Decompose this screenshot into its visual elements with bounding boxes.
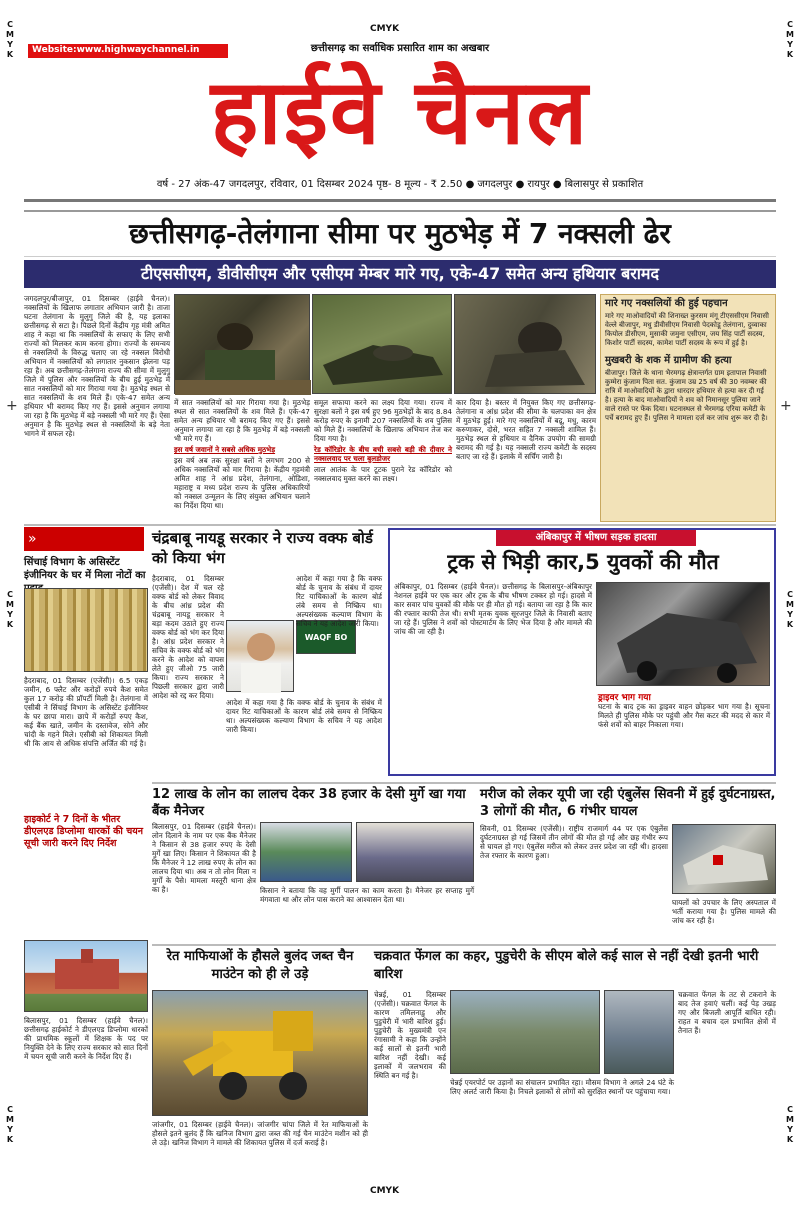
encounter-photo-3 (454, 294, 596, 394)
section-divider-3 (152, 944, 776, 946)
naidu-text-1: हैदराबाद, 01 दिसम्बर (एजेंसी)। देश में चल रहे वक्फ बोर्ड को लेकर विवाद के बीच आंध्र प्रदेश की चंद्रबाबू नायडू सरकार ने बड़ा कदम उठाते हुए राज्य वक्फ बोर्ड को भंग कर दिया है। आंध्र प्रदेश सरकार ने सचिव के वक्फ बोर्ड को भंग करने के आदेश को वापस लेते हुए जीओ 75 जारी किया। राज्य सरकार ने पिछली सरकार द्वारा जारी आदेश को रद्द कर दिया। (152, 574, 225, 700)
crop-mark-icon: + (6, 398, 18, 414)
masthead-title: हाईवे चैनल (210, 59, 590, 165)
bank-photo-2 (356, 822, 474, 882)
edition-line: वर्ष - 27 अंक-47 जगदलपुर, रविवार, 01 दिसम्बर 2024 पृष्ठ- 8 मूल्य - ₹ 2.50 ● जगदलपुर ● रायपुर ● बिलासपुर से प्रकाशित (156, 179, 644, 190)
lead-column-1: जगदलपुर/बीजापुर, 01 दिसम्बर (हाईवे चैनल)। नक्सलियों के खिलाफ लगातार अभियान जारी है। ताजा घटना तेलंगाना के मुलुगु जिले की है, यह इलाका छत्तीसगढ़ से सटा है। पिछले दिनों केंद्रीय गृह मंत्री अमित शाह ने कहा था कि नक्सलियों के सफाए के लिए सभी राज्यों को मिलकर काम करना होगा। राज्यों के समन्वय से नक्सलियों के विरुद्ध चलाए जा रहे नक्सल विरोधी अभियान में नक्सलियों को लगातार नुकसान झेलना पड़ रहा है। अब छत्तीसगढ़-तेलंगाना राज्य की सीमा में मुलुगु जिले में पुलिस और नक्सलियों के बीच हुई मुठभेड़ में सात नक्सलियों को मार गिराया गया है। मुठभेड़ स्थल से सात नक्सलियों के शव मिले हैं। एके-47 समेत अन्य हथियार भी बरामद किए गए हैं। इससे अनुमान लगाया जा रहा है कि मुठभेड़ में बड़े नक्सली भी मारे गए हैं। ऐसा अनुमान है कि मुठभेड़ स्थल से नक्सलियों के बड़े नेता भागने में सफल रहे। (24, 294, 170, 438)
naidu-text-2: आदेश में कहा गया है कि वक्फ बोर्ड के चुनाव के संबंध में दायर रिट याचिकाओं के कारण बोर्ड लंबे समय से निष्क्रिय था। अल्पसंख्यक कल्याण विभाग के सचिव ने यह आदेश जारी किया। (226, 698, 382, 734)
ambulance-photo (672, 824, 776, 894)
accident-caption: घटना के बाद ट्रक का ड्राइवर वाहन छोड़कर भाग गया है। सूचना मिलते ही पुलिस मौके पर पहुंची और गैस कटर की मदद से कार में फंसे शवों को बाहर निकाला गया। (598, 702, 770, 729)
tagline: छत्तीसगढ़ का सर्वाधिक प्रसारित शाम का अखबार (310, 43, 490, 54)
cash-photo (24, 588, 148, 672)
lead-column-4: कार दिया है। बस्तर में नियुक्त किए गए छत्तीसगढ़-तेलंगाना व आंध्र प्रदेश की सीमा के चलपाका वन क्षेत्र में मुठभेड़ हुई। मारे गए नक्सलियों में बद्रू, मधु, कारम करुणाकर, दोसे, भरत सहित 7 नक्सली शामिल हैं। मुठभेड़ स्थल से हथियार व दैनिक उपयोग की सामग्री बरामद की गई है। यह नक्सली राज्य कमेटी के सदस्य बताए जा रहे हैं। इलाके में सर्चिंग जारी है। (456, 398, 596, 461)
left-headline-1: सिंचाई विभाग के असिस्टेंट इंजीनियर के घर में मिला नोटों का (24, 557, 146, 581)
accident-text: अंबिकापुर, 01 दिसम्बर (हाईवे चैनल)। छत्तीसगढ़ के बिलासपुर-अंबिकापुर नेशनल हाईवे पर एक कार और ट्रक के बीच भीषण टक्कर हो गई। हादसे में कार सवार पांच युवकों की मौके पर ही मौत हो गई। बताया जा रहा है कि कार की रफ्तार काफी तेज थी। सभी मृतक युवक सूरजपुर जिले के निवासी बताए जा रहे हैं। पुलिस ने शवों को पोस्टमार्टम के लिए भेज दिया है और मामले की जांच की जा रही है। (394, 582, 593, 636)
left-headline-2: हाइकोर्ट ने 7 दिनों के भीतर डीएलएड डिप्लोमा धारकों की चयन सूची जारी करने दिए निर्देश (24, 814, 144, 849)
cmyk-mark-bottom: CMYK (370, 1186, 400, 1196)
bank-text: बिलासपुर, 01 दिसम्बर (हाईवे चैनल)। लोन दिलाने के नाम पर एक बैंक मैनेजर ने किसान से 38 हजार रुपए के देसी मुर्गे खा लिए। किसान ने शिकायत की है कि मैनेजर ने 12 लाख रुपए के लोन का लालच दिया था। अब न तो लोन मिला न मुर्गों के पैसे। मामला मस्तूरी थाना क्षेत्र का है। (152, 822, 256, 894)
cyclone-text-2: चेन्नई एयरपोर्ट पर उड़ानों का संचालन प्रभावित रहा। मौसम विभाग ने अगले 24 घंटे के लिए अलर्ट जारी किया है। निचले इलाकों से लोगों को सुरक्षित स्थानों पर पहुंचाया गया। (450, 1078, 674, 1096)
masthead-rule (24, 199, 776, 202)
accident-headline: ट्रक से भिड़ी कार,5 युवकों की मौत (447, 550, 719, 574)
lead-subheadline: टीएससीएम, डीवीसीएम और एसीएम मेम्बर मारे गए, एके-47 समेत अन्य हथियार बरामद (24, 260, 776, 288)
website-label: Website:www.highwaychannel.in (28, 44, 228, 58)
bank-headline: 12 लाख के लोन का लालच देकर 38 हजार के देसी मुर्गे खा गया बैंक मैनेजर (152, 787, 466, 819)
section-divider-2 (152, 782, 776, 784)
encounter-photo-1 (174, 294, 310, 394)
accident-tag: अंबिकापुर में भीषण सड़क हादसा (496, 530, 696, 546)
double-arrow-icon: » (28, 531, 37, 547)
cmyk-mark-top: CMYK (370, 24, 400, 34)
left-text-2: बिलासपुर, 01 दिसम्बर (हाईवे चैनल)। छत्तीसगढ़ हाईकोर्ट ने डीएलएड डिप्लोमा धारकों की प्राथमिक स्कूलों में शिक्षक के पद पर नियुक्ति देने के लिए राज्य सरकार को सात दिनों में चयन सूची जारी करने के निर्देश दिए हैं। (24, 1016, 148, 1061)
bank-photo-1 (260, 822, 352, 882)
accident-caption-title: ड्राइवर भाग गया (598, 693, 651, 703)
cyclone-headline: चक्रवात फेंगल का कहर, पुडुचेरी के सीएम बोले कई साल से नहीं देखी इतनी भारी बारिश (374, 949, 759, 982)
section-divider (24, 524, 776, 526)
accident-car-photo (596, 582, 770, 686)
naidu-text-3: आदेश में कहा गया है कि वक्फ बोर्ड के चुनाव के संबंध में दायर रिट याचिकाओं के कारण बोर्ड लंबे समय से निष्क्रिय था। अल्पसंख्यक कल्याण विभाग के सचिव ने यह आदेश जारी किया। (296, 574, 382, 628)
cyclone-text-1: चेन्नई, 01 दिसम्बर (एजेंसी)। चक्रवात फेंगल के कारण तमिलनाडु और पुडुचेरी में भारी बारिश हुई। पुडुचेरी के मुख्यमंत्री एन रंगासामी ने कहा कि उन्होंने कई सालों से इतनी भारी बारिश नहीं देखी। कई इलाकों में जलभराव की स्थिति बन गई है। (374, 990, 446, 1080)
sidebar-text-2: बीजापुर। जिले के थाना भैरमगढ़ क्षेत्रान्तर्गत ग्राम इतापाल निवासी कुम्मेरा कुंजाम पिता सत. कुंजाम उम्र 25 वर्ष की 30 नवम्बर की रात्रि में माओवादियों के द्वारा धारदार हथियार से हत्या कर दी गई है। हत्या के बाद माओवादियों ने शव को निमानसूर पुलिया जाने वाले रास्ते पर फेंक दिया। घटनास्थल से भैरमगढ़ एरिया कमेटी के पर्चे बरामद हुए हैं। पुलिस ने मामला दर्ज कर जांच शुरू कर दी है। (605, 369, 768, 422)
crop-mark-icon: + (780, 398, 792, 414)
cmyk-side-left-bottom: C M Y K (6, 1105, 14, 1144)
sidebar-text: मारे गए माओवादियों की शिनाख्त कुरसम मंगू टीएससीएम निवासी वेल्ले बीजापुर, मधु डीवीसीएम निवासी पेदकोडू तेलंगाना, दुव्वाका कियोल डीसीएम, मुसाकी जमुना एसीएम, जय सिंह पार्टी सदस्य, किशोर पार्टी सदस्य, कामेश पार्टी सदस्य के रूप में हुई है। (605, 312, 769, 347)
ambulance-headline: मरीज को लेकर यूपी जा रही एंबुलेंस सिवनी में हुई दुर्घटनाग्रस्त, 3 लोगों की मौत, 6 गंभीर घायल (480, 787, 776, 819)
cmyk-side-right-top: C M Y K (786, 20, 794, 59)
ambulance-caption: घायलों को उपचार के लिए अस्पताल में भर्ती कराया गया है। पुलिस मामले की जांच कर रही है। (672, 898, 776, 925)
cyclone-photo-1 (450, 990, 600, 1074)
jcb-photo (152, 990, 368, 1116)
lead-column-3: समूल सफाया करने का लक्ष्य दिया गया। राज्य में सुरक्षा बलों ने इस वर्ष हुए 96 मुठभेड़ों के बाद 8.84 करोड़ रुपए के इनामी 207 नक्सलियों के शव पुलिस को मिले हैं। नक्सलियों के खिलाफ अभियान तेज कर दिया गया है। रेड कॉरिडोर के बीच बची सबसे बड़ी की दीवार ने नक्सलवाद पर चला बुलडोजर लाल आतंक के पार टूटक पुराने रेड कॉरिडोर को नक्सलवाद मुक्त करने का लक्ष्य। (314, 398, 452, 483)
cyclone-photo-2 (604, 990, 674, 1074)
high-court-photo (24, 940, 148, 1012)
left-section-tab (24, 527, 144, 551)
cmyk-side-left-top: C M Y K (6, 20, 14, 59)
naidu-headline: चंद्रबाबू नायडू सरकार ने राज्य वक्फ बोर्ड को किया भंग (152, 529, 373, 567)
bank-text-2: किसान ने बताया कि वह मुर्गी पालन का काम करता है। मैनेजर हर सप्ताह मुर्गे मंगवाता था और लोन पास कराने का आश्वासन देता था। (260, 886, 474, 904)
lead-column-2: में सात नक्सलियों को मार गिराया गया है। मुठभेड़ स्थल से सात नक्सलियों के शव मिले हैं। एके-47 समेत अन्य हथियार भी बरामद किए गए हैं। इससे अनुमान लगाया जा रहा है कि मुठभेड़ में बड़े नक्सली भी मारे गए हैं। इस वर्ष जवानों ने सबसे अधिक मुठभेड़ इस वर्ष अब तक सुरक्षा बलों ने लगभग 200 से अधिक नक्सलियों को मार गिराया है। केंद्रीय गृहमंत्री अमित शाह ने आंध्र प्रदेश, तेलंगाना, ओडिशा, महाराष्ट्र व मध्य प्रदेश राज्य के पुलिस अधिकारियों को नक्सल उन्मूलन के लिए संयुक्त अभियान चलाने का निर्देश दिया था। (174, 398, 310, 510)
sidebar-title: मारे गए नक्सलियों की हुई पहचान (605, 298, 728, 309)
sand-headline: रेत माफियाओं के हौसले बुलंद जब्त चैन माउंटेन को ही ले उड़े (166, 949, 354, 982)
cmyk-side-right-bottom: C M Y K (786, 1105, 794, 1144)
naidu-photo (226, 620, 294, 692)
left-text-1: हैदराबाद, 01 दिसम्बर (एजेंसी)। 6.5 एकड़ जमीन, 6 फ्लैट और करोड़ों रुपये कैश समेत कुल 17 करोड़ की प्रॉपर्टी मिली है। तेलंगाना में एसीबी ने सिंचाई विभाग के असिस्टेंट इंजीनियर के घर छापा मारा। छापे में करोड़ों रुपए कैश, कई बैंक खाते, जमीन के दस्तावेज, सोने और चांदी के गहने मिले। एसीबी को शिकायत मिली थी कि आय से अधिक संपत्ति अर्जित की गई है। (24, 676, 148, 748)
ambulance-text: सिवनी, 01 दिसम्बर (एजेंसी)। राष्ट्रीय राजमार्ग 44 पर एक एंबुलेंस दुर्घटनाग्रस्त हो गई जिसमें तीन लोगों की मौत हो गई और छह गंभीर रूप से घायल हो गए। एंबुलेंस मरीज को लेकर उत्तर प्रदेश जा रही थी। हादसा तेज रफ्तार के कारण हुआ। (480, 824, 668, 860)
cyclone-text-3: चक्रवात फेंगल के तट से टकराने के बाद तेज हवाएं चलीं। कई पेड़ उखड़ गए और बिजली आपूर्ति बाधित रही। राहत व बचाव दल प्रभावित क्षेत्रों में तैनात हैं। (678, 990, 776, 1035)
waqf-board-photo: WAQF BO (296, 620, 356, 654)
lead-headline: छत्तीसगढ़-तेलंगाना सीमा पर मुठभेड़ में 7 नक्सली ढेर (24, 210, 776, 257)
encounter-photo-2 (312, 294, 452, 394)
cmyk-side-left-mid: C M Y K (6, 590, 14, 629)
cmyk-side-right-mid: C M Y K (786, 590, 794, 629)
sand-text: जांजगीर, 01 दिसम्बर (हाईवे चैनल)। जांजगीर चांपा जिले में रेत माफियाओं के हौसले इतने बुलंद हैं कि खनिज विभाग द्वारा जब्त की गई चैन माउंटेन मशीन को ही ले उड़े। खनिज विभाग ने मामले की शिकायत पुलिस में दर्ज कराई है। (152, 1120, 368, 1147)
sidebar-title-2: मुखबरी के शक में ग्रामीण की हत्या (605, 355, 732, 366)
identification-sidebar (600, 294, 776, 522)
